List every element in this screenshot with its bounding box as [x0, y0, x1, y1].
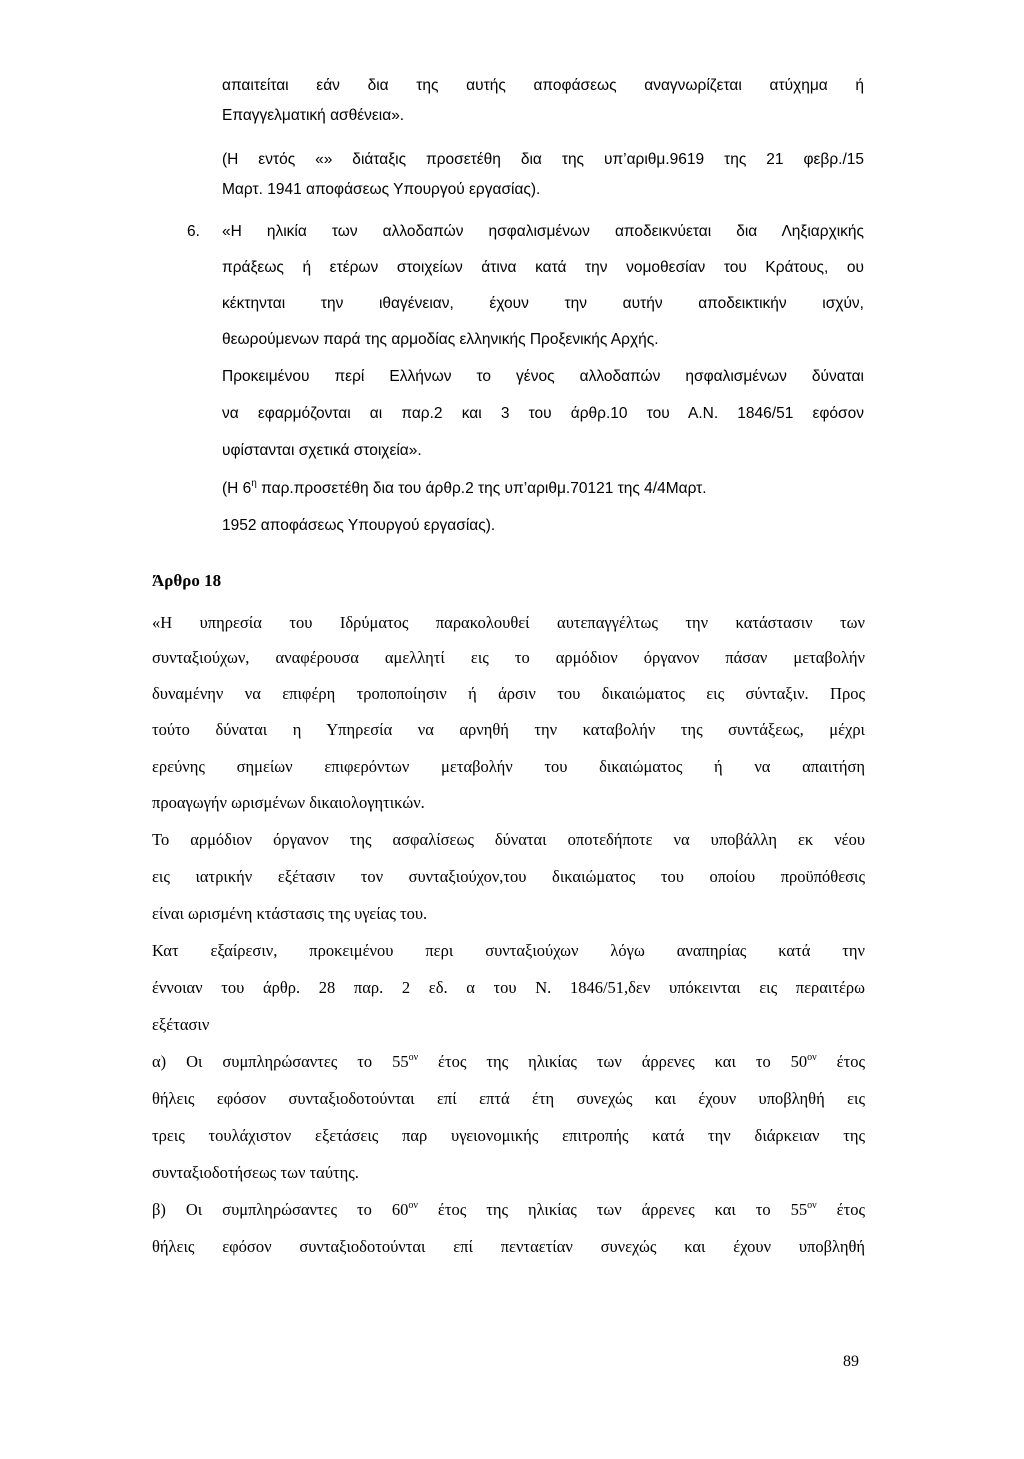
note-text: (Η $6^\eta$ παρ.προσετέθη δια του άρθρ.2 της υπ’αριθμ.70121 της 4/4Μαρτ. [222, 478, 707, 497]
text-line: να εφαρμόζονται αι παρ.2 και 3 του άρθρ.10 του Α.Ν. 1846/51 εφόσον [222, 405, 864, 422]
text-line: είναι ωρισμένη κτάστασις της υγείας του. [152, 904, 428, 923]
text-line: κέκτηνται την ιθαγένειαν, έχουν την αυτήν αποδεικτικήν ισχύν, [222, 295, 864, 312]
text-line: εις ιατρικήν εξέτασιν τον συνταξιούχον,του δικαιώματος του οποίου προϋπόθεσις [152, 867, 865, 886]
text-line: απαιτείται εάν δια της αυτής αποφάσεως αναγνωρίζεται ατύχημα ή [222, 77, 864, 94]
text-line: Μαρτ. 1941 αποφάσεως Υπουργού εργασίας). [222, 181, 541, 198]
text-line: θεωρούμενων παρά της αρμοδίας ελληνικής Προξενικής Αρχής. [222, 331, 659, 348]
note-line [222, 478, 864, 500]
text-line: προαγωγήν ωρισμένων δικαιολογητικών. [152, 793, 425, 812]
list-item-a-line: α) Οι συμπληρώσαντες το $55^{o\nu}$ έτος της ηλικίας των άρρενες και το $50^{o\nu}$ έτος [152, 1052, 865, 1071]
text-line: συνταξιούχων, αναφέρουσα αμελλητί εις το αρμόδιον όργανον πάσαν μεταβολήν [152, 648, 865, 667]
page-number: 89 [843, 1353, 859, 1370]
text-line: 1952 αποφάσεως Υπουργού εργασίας). [222, 517, 496, 534]
text-line: θήλεις εφόσον συνταξιοδοτούνται επί επτά έτη συνεχώς και έχουν υποβληθή εις [152, 1089, 865, 1108]
text-line: θήλεις εφόσον συνταξιοδοτούνται επί πενταετίαν συνεχώς και έχουν υποβληθή [152, 1237, 865, 1256]
text-line: εξέτασιν [152, 1015, 210, 1034]
text-line: «Η υπηρεσία του Ιδρύματος παρακολουθεί αυτεπαγγέλτως την κατάστασιν των [152, 613, 865, 632]
text-line: Επαγγελματική ασθένεια». [222, 107, 405, 124]
text-line: τρεις τουλάχιστον εξετάσεις παρ υγειονομικής επιτροπής κατά την διάρκειαν της [152, 1126, 865, 1145]
text-line: Το αρμόδιον όργανον της ασφαλίσεως δύναται οποτεδήποτε να υποβάλλη εκ νέου [152, 830, 865, 849]
text-line: «Η ηλικία των αλλοδαπών ησφαλισμένων αποδεικνύεται δια Ληξιαρχικής [222, 223, 864, 240]
list-item-b-line: β) Οι συμπληρώσαντες το $60^{o\nu}$ έτος της ηλικίας των άρρενες και το $55^{o\nu}$ έτος [152, 1200, 865, 1219]
text-line: συνταξιοδοτήσεως των ταύτης. [152, 1163, 359, 1182]
text-line: (Η εντός «» διάταξις προσετέθη δια της υπ’αριθμ.9619 της 21 φεβρ./15 [222, 151, 864, 168]
text-line: έννοιαν του άρθρ. 28 παρ. 2 εδ. α του Ν. 1846/51,δεν υπόκεινται εις περαιτέρω [152, 978, 865, 997]
text-line: υφίστανται σχετικά στοιχεία». [222, 442, 422, 459]
text-line: Προκειμένου περί Ελλήνων το γένος αλλοδαπών ησφαλισμένων δύναται [222, 368, 864, 385]
text-line: δυναμένην να επιφέρη τροποποίησιν ή άρσιν του δικαιώματος εις σύνταξιν. Προς [152, 684, 865, 703]
list-marker: 6. [187, 223, 200, 240]
article-heading: Άρθρο 18 [152, 571, 222, 590]
text-line: τούτο δύναται η Υπηρεσία να αρνηθή την καταβολήν της συντάξεως, μέχρι [152, 720, 865, 739]
text-line: ερεύνης σημείων επιφερόντων μεταβολήν του δικαιώματος ή να απαιτήση [152, 757, 865, 776]
text-line: Κατ εξαίρεσιν, προκειμένου περι συνταξιούχων λόγω αναπηρίας κατά την [152, 941, 865, 960]
text-line: πράξεως ή ετέρων στοιχείων άτινα κατά την νομοθεσίαν του Κράτους, ου [222, 259, 864, 276]
